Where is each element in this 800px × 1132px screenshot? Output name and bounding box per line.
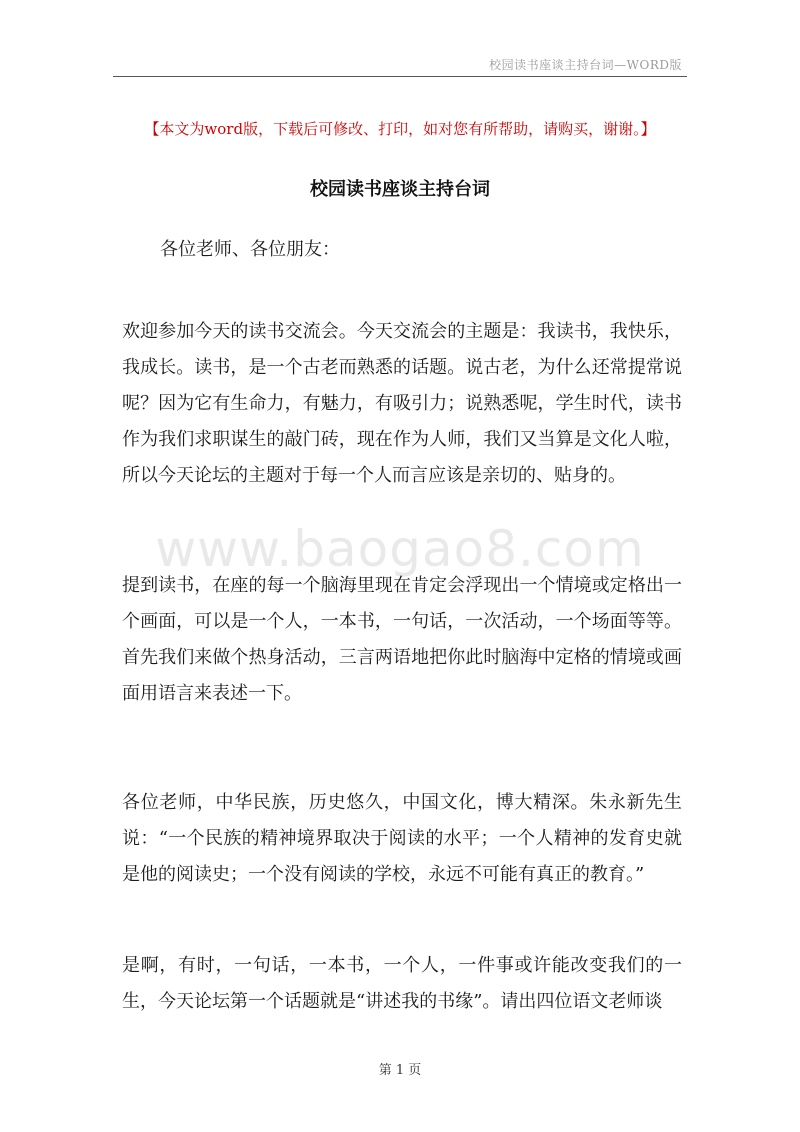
paragraph-3: 各位老师，中华民族，历史悠久，中国文化，博大精深。朱永新先生说：“一个民族的精神境界取决于阅读的水平；一个人精神的发育史就是他的阅读史；一个没有阅读的学校，永远不可能有真正的教育。” bbox=[122, 792, 682, 885]
page-number: 第 1 页 bbox=[378, 1063, 422, 1078]
paragraph-2: 提到读书，在座的每一个脑海里现在肯定会浮现出一个情境或定格出一个画面，可以是一个人，一本书，一句话，一次活动，一个场面等等。首先我们来做个热身活动，三言两语地把你此时脑海中定格的情境或画面用语言来表述一下。 bbox=[122, 575, 682, 704]
paragraph-4: 是啊，有时，一句话，一本书，一个人，一件事或许能改变我们的一生，今天论坛第一个话题就是“讲述我的书缘”。请出四位语文老师谈 bbox=[122, 955, 682, 1012]
watermark: www.baogao8.com bbox=[155, 520, 645, 578]
greeting: 各位老师、各位朋友： bbox=[160, 239, 340, 260]
document-title: 校园读书座谈主持台词 bbox=[310, 179, 490, 200]
paragraph-1: 欢迎参加今天的读书交流会。今天交流会的主题是：我读书，我快乐，我成长。读书，是一个古老而熟悉的话题。说古老，为什么还常提常说呢？因为它有生命力，有魅力，有吸引力；说熟悉呢，学生时代，读书作为我们求职谋生的敲门砖，现在作为人师，我们又当算是文化人啦，所以今天论坛的主题对于每一个人而言应该是亲切的、贴身的。 bbox=[122, 321, 682, 486]
purchase-notice: 【本文为word版，下载后可修改、打印，如对您有所帮助，请购买，谢谢。】 bbox=[144, 120, 656, 138]
header-rule bbox=[113, 76, 687, 77]
running-header: 校园读书座谈主持台词—WORD版 bbox=[489, 58, 682, 72]
